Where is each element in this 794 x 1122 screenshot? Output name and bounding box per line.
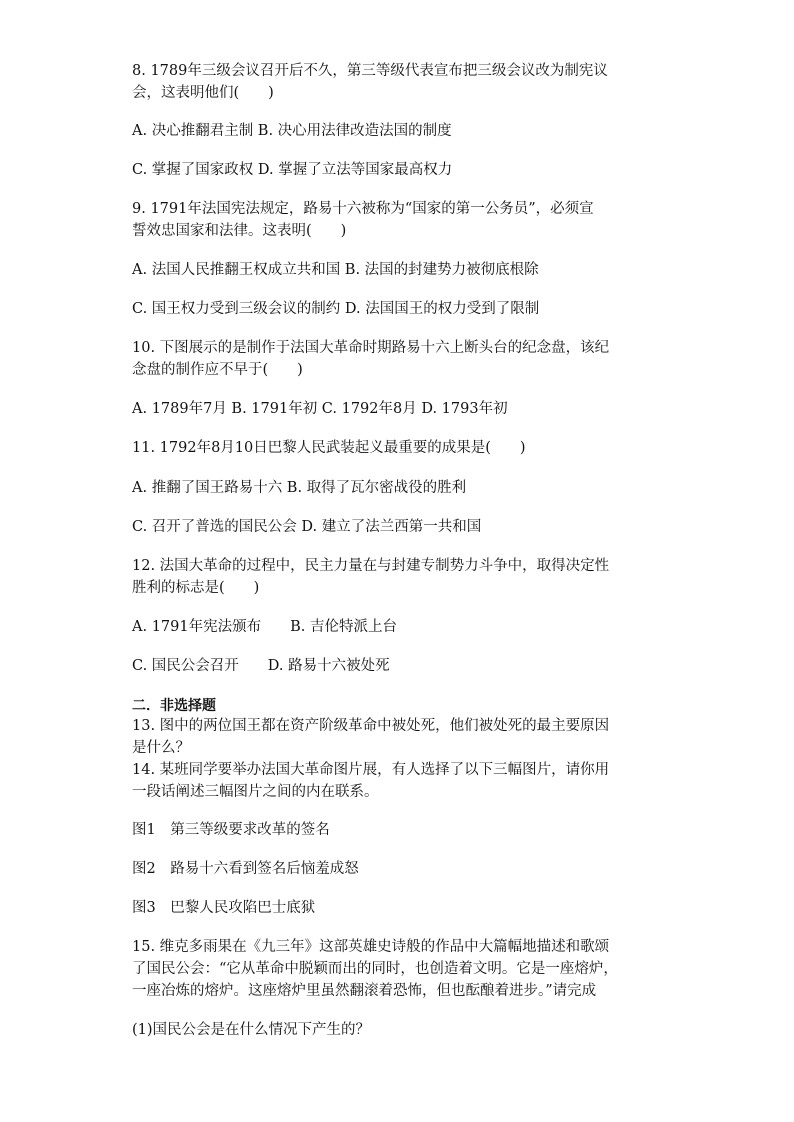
q8-options-cd: C. 掌握了国家政权 D. 掌握了立法等国家最高权力 — [132, 162, 453, 178]
q8-stem-line1: 8. 1789年三级会议召开后不久，第三等级代表宣布把三级会议改为制宪议 — [132, 63, 608, 79]
q15-stem-line3: 一座冶炼的熔炉。这座熔炉里虽然翻滚着恐怖，但也酝酿着进步。”请完成 — [132, 983, 597, 999]
q10-options: A. 1789年7月 B. 1791年初 C. 1792年8月 D. 1793年初 — [132, 401, 508, 417]
q8-options-ab: A. 决心推翻君主制 B. 决心用法律改造法国的制度 — [132, 123, 452, 139]
q9-options-ab: A. 法国人民推翻王权成立共和国 B. 法国的封建势力被彻底根除 — [132, 262, 539, 278]
q8-stem-line2: 会，这表明他们( ) — [132, 85, 274, 101]
q11-options-cd: C. 召开了普选的国民公会 D. 建立了法兰西第一共和国 — [132, 519, 482, 535]
fig2-caption: 图2 路易十六看到签名后恼羞成怒 — [132, 861, 359, 877]
q10-stem-line1: 10. 下图展示的是制作于法国大革命时期路易十六上断头台的纪念盘，该纪 — [132, 340, 610, 356]
q12-options-cd: C. 国民公会召开 D. 路易十六被处死 — [132, 658, 390, 674]
q15-subquestion-1: (1)国民公会是在什么情况下产生的？ — [132, 1022, 371, 1038]
q15-stem-line1: 15. 维克多雨果在《九三年》这部英雄史诗般的作品中大篇幅地描述和歌颂 — [132, 939, 610, 955]
q11-options-ab: A. 推翻了国王路易十六 B. 取得了瓦尔密战役的胜利 — [132, 480, 467, 496]
section-heading: 二．非选择题 — [132, 698, 216, 714]
q11-stem: 11. 1792年8月10日巴黎人民武装起义最重要的成果是( ) — [132, 440, 526, 456]
q9-options-cd: C. 国王权力受到三级会议的制约 D. 法国国王的权力受到了限制 — [132, 301, 540, 317]
q12-stem-line2: 胜利的标志是( ) — [132, 580, 260, 596]
q14-stem-line2: 一段话阐述三幅图片之间的内在联系。 — [132, 784, 379, 800]
q13-stem-line2: 是什么？ — [132, 740, 190, 756]
q15-stem-line2: 了国民公会：“它从革命中脱颖而出的同时，也创造着文明。它是一座熔炉， — [132, 961, 618, 977]
fig1-caption: 图1 第三等级要求改革的签名 — [132, 822, 330, 838]
q13-stem-line1: 13. 图中的两位国王都在资产阶级革命中被处死，他们被处死的最主要原因 — [132, 718, 610, 734]
q9-stem-line2: 誓效忠国家和法律。这表明( ) — [132, 223, 347, 239]
q14-stem-line1: 14. 某班同学要举办法国大革命图片展，有人选择了以下三幅图片，请你用 — [132, 762, 610, 778]
q9-stem-line1: 9. 1791年法国宪法规定，路易十六被称为“国家的第一公务员”，必须宣 — [132, 201, 594, 217]
q10-stem-line2: 念盘的制作应不早于( ) — [132, 362, 303, 378]
q12-stem-line1: 12. 法国大革命的过程中，民主力量在与封建专制势力斗争中，取得决定性 — [132, 558, 610, 574]
fig3-caption: 图3 巴黎人民攻陷巴士底狱 — [132, 900, 316, 916]
q12-options-ab: A. 1791年宪法颁布 B. 吉伦特派上台 — [132, 619, 397, 635]
